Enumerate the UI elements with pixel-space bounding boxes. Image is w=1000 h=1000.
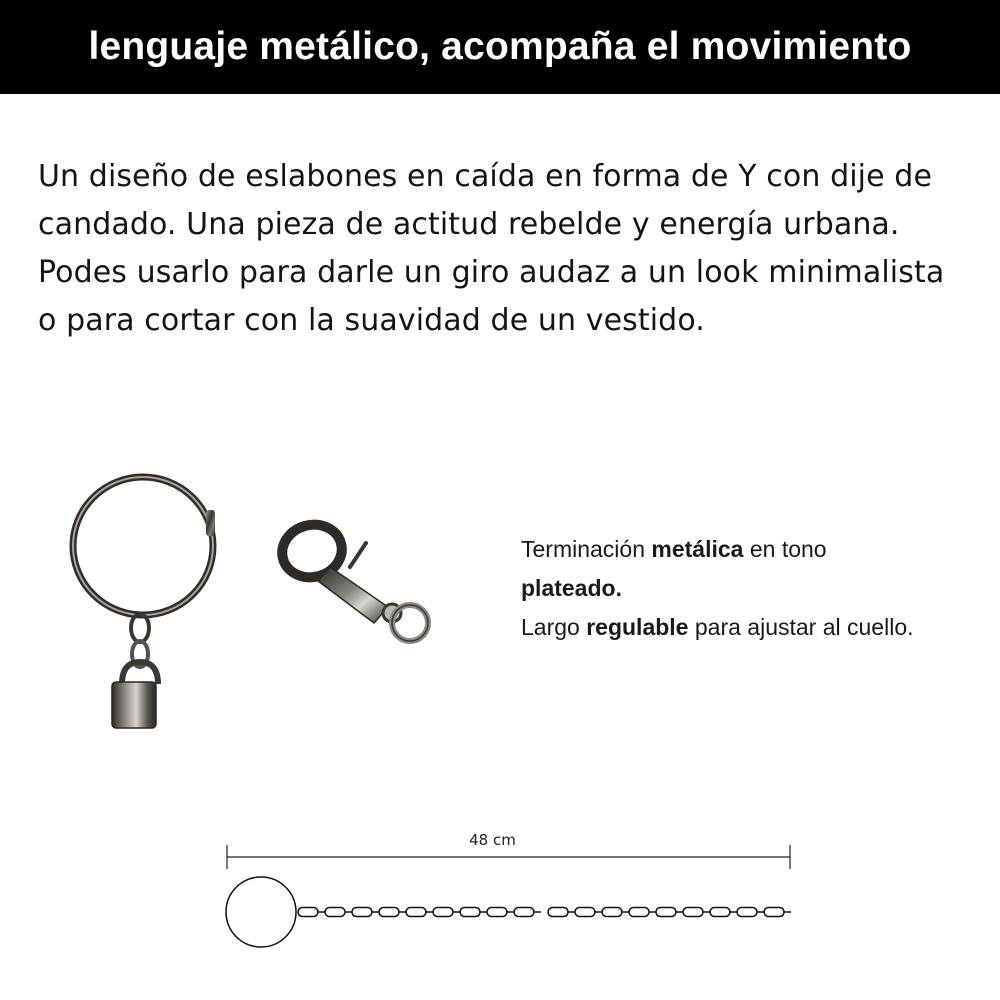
- ring-padlock-image: [60, 470, 230, 740]
- chain-link: [406, 908, 426, 917]
- feature-length: [521, 608, 941, 647]
- chain-link: [575, 908, 595, 917]
- description-paragraph-1: Un diseño de eslabones en caída en forma de Y con dije de candado. Una pieza de actitud rebelde y energía urbana.: [38, 159, 933, 242]
- feature-length-detail: para ajustar al cuello.: [688, 614, 914, 640]
- chain-link: [379, 908, 399, 917]
- length-diagram: [215, 835, 805, 960]
- chain-link: [325, 908, 345, 917]
- description-paragraph-2: Podes usarlo para darle un giro audaz a un look minimalista o para cortar con la suavidad de un vestido.: [38, 255, 945, 338]
- feature-list: [521, 530, 941, 647]
- chain-link: [352, 908, 372, 917]
- chain-link: [656, 908, 676, 917]
- feature-finish-color: plateado.: [521, 575, 622, 601]
- feature-finish-text: Terminación: [521, 536, 652, 562]
- chain-link: [487, 908, 507, 917]
- feature-finish: [521, 530, 941, 608]
- header-banner: [0, 0, 1000, 94]
- product-description: [38, 153, 968, 345]
- feature-finish-tone: en tono: [743, 536, 827, 562]
- chain-link: [710, 908, 730, 917]
- chain-link: [737, 908, 757, 917]
- lobster-clasp-image: [270, 515, 440, 660]
- ring-outline: [226, 877, 296, 947]
- feature-length-highlight: regulable: [586, 614, 689, 640]
- chain-link: [298, 908, 318, 917]
- feature-finish-highlight: metálica: [651, 536, 744, 562]
- feature-length-text: Largo: [521, 614, 587, 640]
- chain-link: [433, 908, 453, 917]
- length-label: 48 cm: [469, 831, 516, 849]
- chain-link: [460, 908, 480, 917]
- chain-outline: [298, 908, 791, 917]
- chain-link: [548, 908, 568, 917]
- page-title: lenguaje metálico, acompaña el movimiento: [88, 25, 912, 68]
- chain-link: [602, 908, 622, 917]
- chain-link: [514, 908, 534, 917]
- chain-link: [629, 908, 649, 917]
- chain-link: [764, 908, 784, 917]
- chain-link: [683, 908, 703, 917]
